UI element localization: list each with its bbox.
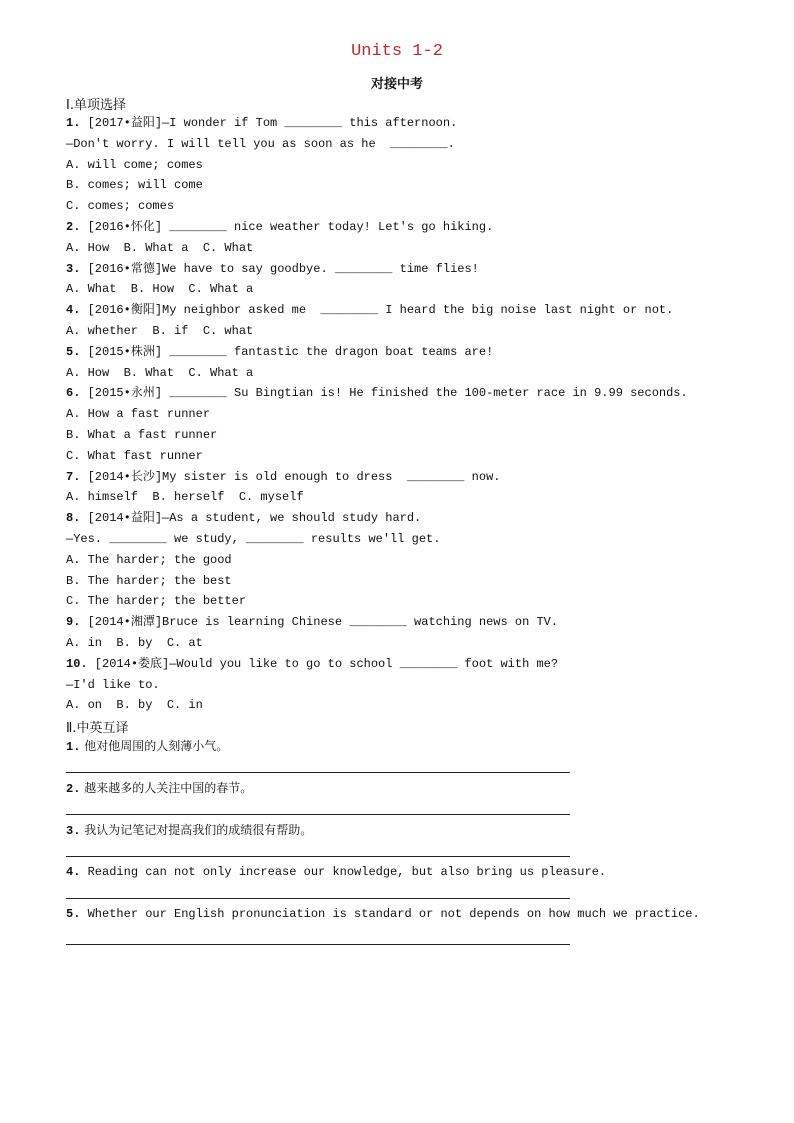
question-number: 5. <box>66 344 81 359</box>
question-line <box>66 343 493 361</box>
item-number: 1. <box>66 740 81 754</box>
line-text: A. whether B. if C. what <box>66 324 254 338</box>
page-subtitle: 对接中考 <box>370 77 423 92</box>
question-line <box>66 384 688 402</box>
line-text: [2014•益阳]—As a student, we should study hard. <box>80 511 422 526</box>
option-line <box>66 156 203 174</box>
item-text: Reading can not only increase our knowledge, but also bring us pleasure. <box>80 865 607 879</box>
line-text: A. himself B. herself C. myself <box>66 490 304 505</box>
translation-item <box>66 821 312 840</box>
item-number: 2. <box>66 782 81 796</box>
translation-item <box>66 779 252 798</box>
option-line <box>66 634 203 652</box>
line-text: B. comes; will come <box>66 178 203 193</box>
item-text: 我认为记笔记对提高我们的成绩很有帮助。 <box>80 823 313 837</box>
item-number: 5. <box>66 907 81 921</box>
line-text: A. The harder; the good <box>66 552 232 567</box>
option-line <box>66 197 174 215</box>
item-number: 3. <box>66 824 81 838</box>
line-text: C. comes; comes <box>66 199 175 214</box>
item-text: Whether our English pronunciation is standard or not depends on how much we practice. <box>80 907 700 921</box>
answer-line[interactable] <box>66 898 570 899</box>
line-text: —Don't worry. I will tell you as soon as he ________. <box>66 136 455 151</box>
question-number: 8. <box>66 511 81 526</box>
option-line <box>66 364 253 382</box>
translation-item <box>66 905 700 923</box>
question-number: 1. <box>66 116 81 130</box>
question-line <box>66 655 558 673</box>
line-text: [2015•株洲] ________ fantastic the dragon boat teams are! <box>80 344 494 359</box>
line-text: [2016•怀化] ________ nice weather today! Let's go hiking. <box>80 220 494 234</box>
answer-line[interactable] <box>66 772 570 773</box>
answer-line[interactable] <box>66 856 570 857</box>
line-text: [2017•益阳]—I wonder if Tom ________ this afternoon. <box>80 116 458 130</box>
line-text: A. What B. How C. What a <box>66 282 254 297</box>
answer-line[interactable] <box>66 814 570 815</box>
line-text: A. How B. What C. What a <box>66 365 254 380</box>
option-line <box>66 530 440 548</box>
line-text: C. What fast runner <box>66 448 203 463</box>
option-line <box>66 239 253 257</box>
question-number: 2. <box>66 220 81 234</box>
item-text: 他对他周围的人刻薄小气。 <box>80 739 229 753</box>
option-line <box>66 551 232 569</box>
option-line <box>66 426 217 444</box>
option-line <box>66 676 160 694</box>
section-heading-translation: Ⅱ.中英互译 <box>66 721 129 736</box>
question-line <box>66 218 493 236</box>
question-line <box>66 260 479 278</box>
option-line <box>66 176 203 194</box>
translation-item <box>66 737 228 756</box>
line-text: [2014•娄底]—Would you like to go to school ________ foot with me? <box>87 656 559 671</box>
line-text: —Yes. ________ we study, ________ results we'll get. <box>66 532 441 546</box>
option-line <box>66 592 246 610</box>
item-text: 越来越多的人关注中国的春节。 <box>80 781 253 795</box>
question-number: 4. <box>66 303 81 318</box>
question-number: 9. <box>66 615 81 630</box>
line-text: [2016•常德]We have to say goodbye. ________ time flies! <box>80 261 479 276</box>
option-line <box>66 135 455 153</box>
line-text: A. in B. by C. at <box>66 636 203 650</box>
line-text: [2015•永州] ________ Su Bingtian is! He finished the 100-meter race in 9.99 seconds. <box>80 386 688 401</box>
page-title: Units 1-2 <box>351 42 443 61</box>
line-text: B. The harder; the best <box>66 573 232 588</box>
line-text: A. How a fast runner <box>66 407 211 422</box>
line-text: [2014•长沙]My sister is old enough to dress ________ now. <box>80 469 501 484</box>
question-line <box>66 301 673 319</box>
option-line <box>66 405 210 423</box>
question-number: 6. <box>66 386 81 401</box>
question-number: 3. <box>66 261 81 276</box>
answer-line[interactable] <box>66 944 570 945</box>
option-line <box>66 447 203 465</box>
line-text: [2014•湘潭]Bruce is learning Chinese ________ watching news on TV. <box>80 615 559 630</box>
option-line <box>66 488 304 506</box>
question-number: 7. <box>66 469 81 484</box>
line-text: C. The harder; the better <box>66 594 247 609</box>
line-text: B. What a fast runner <box>66 428 218 442</box>
translation-item <box>66 863 606 881</box>
question-line <box>66 509 421 527</box>
line-text: [2016•衡阳]My neighbor asked me ________ I heard the big noise last night or not. <box>80 303 674 318</box>
section-heading-choice: Ⅰ.单项选择 <box>66 98 126 113</box>
line-text: A. on B. by C. in <box>66 698 203 713</box>
option-line <box>66 280 253 298</box>
question-number: 10. <box>66 656 88 671</box>
line-text: —I'd like to. <box>66 677 160 692</box>
item-number: 4. <box>66 865 81 879</box>
line-text: A. How B. What a C. What <box>66 240 254 255</box>
question-line <box>66 468 500 486</box>
option-line <box>66 696 203 714</box>
option-line <box>66 322 253 340</box>
question-line <box>66 613 558 631</box>
option-line <box>66 572 232 590</box>
question-line <box>66 114 457 132</box>
line-text: A. will come; comes <box>66 157 203 172</box>
